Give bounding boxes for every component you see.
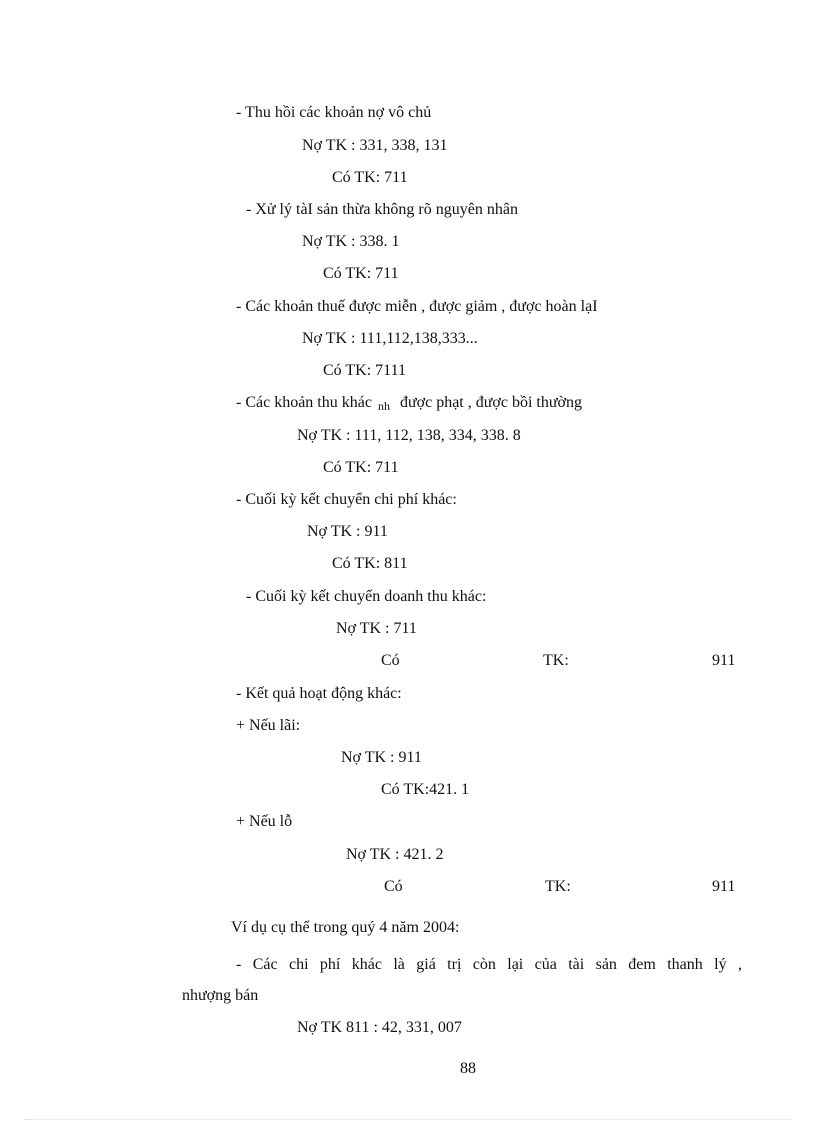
text-line: Nợ TK : 911 — [341, 749, 422, 766]
text-line: - Xử lý tàI sản thừa không rõ nguyên nhân — [246, 201, 518, 218]
text-line: + Nếu lãi: — [236, 717, 301, 734]
text-line: TK: — [545, 878, 571, 895]
text-line: - Cuối kỳ kết chuyển doanh thu khác: — [246, 588, 487, 605]
text-line: Có TK: 811 — [332, 555, 408, 572]
text-line: - Các chi phí khác là giá trị còn lại của tài sản đem thanh lý , — [236, 956, 742, 973]
text-line: Có TK: 711 — [323, 265, 399, 282]
page-bottom-border — [24, 1119, 792, 1120]
text-line: TK: — [543, 652, 569, 669]
text-line: Nợ TK : 111, 112, 138, 334, 338. 8 — [297, 427, 521, 444]
text-line: Có TK: 711 — [323, 459, 399, 476]
text-line: Nợ TK : 338. 1 — [302, 233, 400, 250]
text-fragment: - Các khoản thu khác — [236, 394, 372, 411]
text-line: Có TK:421. 1 — [381, 781, 470, 798]
text-line: 911 — [712, 652, 736, 669]
text-line: Nợ TK : 911 — [307, 523, 388, 540]
text-line: Nợ TK : 111,112,138,333... — [302, 330, 478, 347]
text-line: - Thu hồi các khoản nợ vô chủ — [236, 104, 432, 121]
text-line: - Cuối kỳ kết chuyển chi phí khác: — [236, 491, 457, 508]
text-line — [236, 393, 582, 413]
text-line: + Nếu lỗ — [236, 813, 293, 830]
page-number: 88 — [460, 1060, 476, 1077]
text-fragment: được phạt , được bồi thường — [399, 394, 582, 411]
text-line: 911 — [712, 878, 736, 895]
text-line: Có — [384, 878, 403, 895]
text-line: Nợ TK : 331, 338, 131 — [302, 137, 448, 154]
text-line: Nợ TK 811 : 42, 331, 007 — [297, 1019, 462, 1036]
text-line: Có — [381, 652, 400, 669]
text-line: Nợ TK : 711 — [336, 620, 417, 637]
text-line: - Kết quả hoạt động khác: — [236, 685, 402, 702]
text-line: nhượng bán — [182, 987, 259, 1004]
text-line: Nợ TK : 421. 2 — [346, 846, 444, 863]
text-line: Có TK: 711 — [332, 169, 408, 186]
text-line: Có TK: 7111 — [323, 362, 406, 379]
text-line: - Các khoản thuế được miễn , được giảm , được hoàn lạI — [236, 298, 598, 315]
text-fragment: nh — [377, 399, 390, 413]
text-line: Ví dụ cụ thể trong quý 4 năm 2004: — [231, 919, 460, 936]
